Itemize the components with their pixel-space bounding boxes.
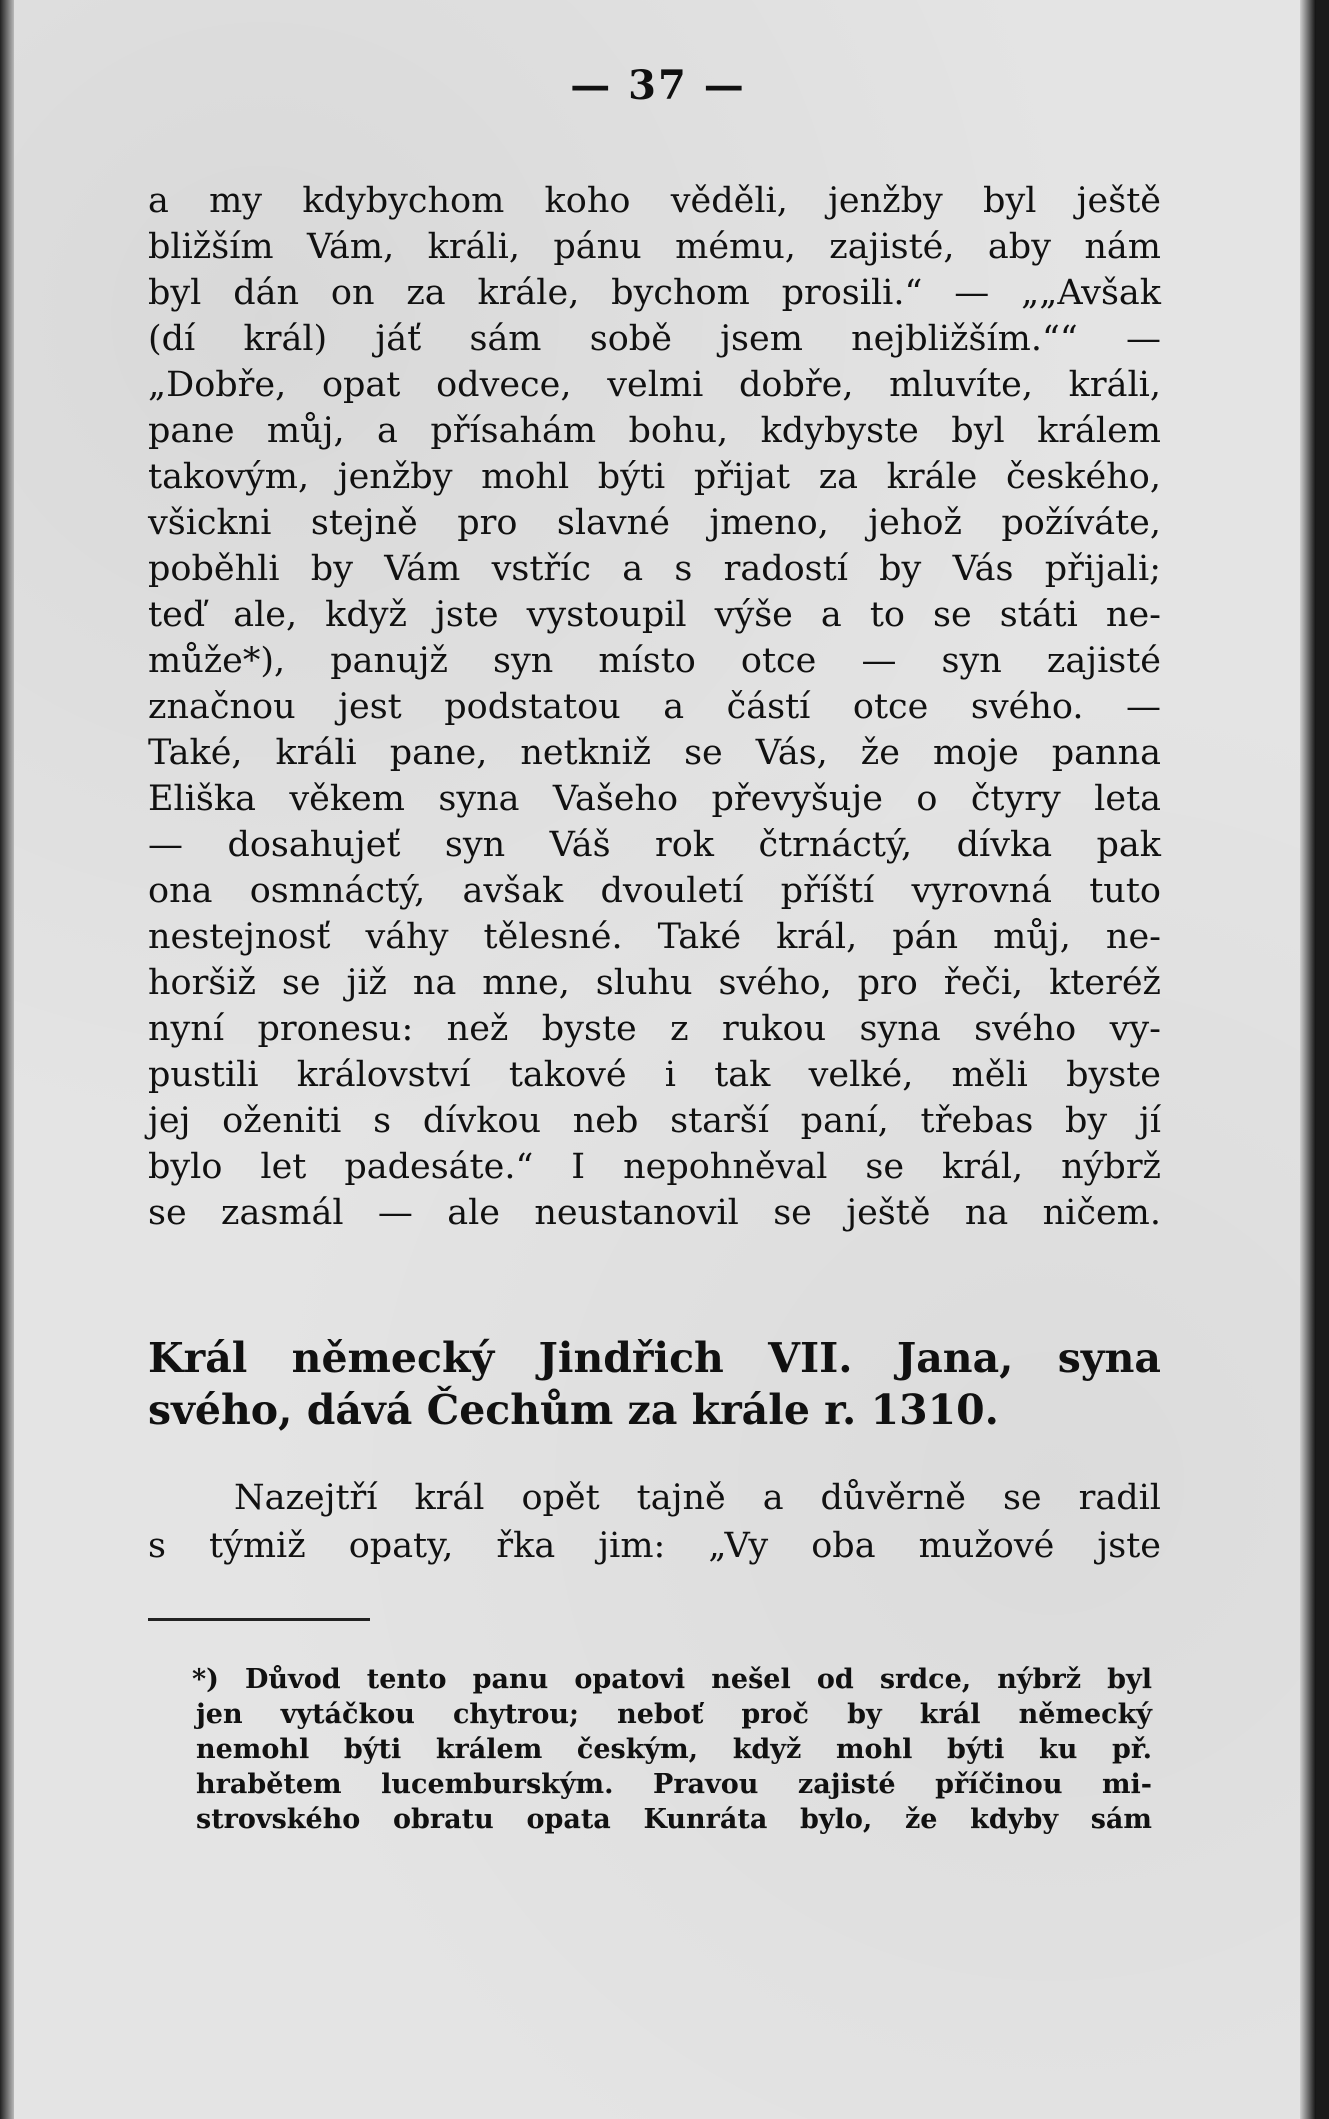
text-line: ona osmnáctý, avšak dvouletí příští vyrovná tuto xyxy=(148,871,1161,911)
text-line: může*), panujž syn místo otce — syn zajisté xyxy=(148,641,1161,681)
text-line: bližším Vám, králi, pánu mému, zajisté, aby nám xyxy=(148,227,1161,267)
text-line: poběhli by Vám vstříc a s radostí by Vás přijali; xyxy=(148,549,1161,589)
text-line: pane můj, a přísahám bohu, kdybyste byl králem xyxy=(148,411,1161,451)
text-line: se zasmál — ale neustanovil se ještě na ničem. xyxy=(148,1193,1161,1233)
text-line: pustili království takové i tak velké, měli byste xyxy=(148,1055,1161,1095)
text-line: Nazejtří král opět tajně a důvěrně se radil xyxy=(234,1478,1161,1518)
text-line: Eliška věkem syna Vašeho převyšuje o čtyry leta xyxy=(148,779,1161,819)
second-paragraph xyxy=(148,1474,1161,1570)
main-paragraph xyxy=(148,178,1161,1236)
text-line: byl dán on za krále, bychom prosili.“ — „„Avšak xyxy=(148,273,1161,313)
footnote-line: jen vytáčkou chytrou; neboť proč by král německý xyxy=(196,1699,1152,1730)
text-line: a my kdybychom koho věděli, jenžby byl ještě xyxy=(148,181,1161,221)
text-line: nestejnosť váhy tělesné. Také král, pán můj, ne- xyxy=(148,917,1161,957)
heading-line: Král německý Jindřich VII. Jana, syna xyxy=(148,1334,1161,1382)
text-line: bylo let padesáte.“ I nepohněval se král, nýbrž xyxy=(148,1147,1161,1187)
heading-line: svého, dává Čechům za krále r. 1310. xyxy=(148,1386,999,1434)
footnote xyxy=(192,1662,1152,1837)
scan-edge-left xyxy=(0,0,14,2119)
text-line: horšiž se již na mne, sluhu svého, pro řeči, kteréž xyxy=(148,963,1161,1003)
text-line: „Dobře, opat odvece, velmi dobře, mluvíte, králi, xyxy=(148,365,1161,405)
text-line: Také, králi pane, netkniž se Vás, že moje panna xyxy=(148,733,1161,773)
text-line: s týmiž opaty, řka jim: „Vy oba mužové jste xyxy=(148,1526,1161,1566)
text-line: — dosahujeť syn Váš rok čtrnáctý, dívka pak xyxy=(148,825,1161,865)
text-line: všickni stejně pro slavné jmeno, jehož požíváte, xyxy=(148,503,1161,543)
text-line: značnou jest podstatou a částí otce svého. — xyxy=(148,687,1161,727)
footnote-line: nemohl býti králem českým, když mohl býti ku př. xyxy=(196,1734,1152,1765)
scan-edge-right xyxy=(1300,0,1316,2119)
footnote-separator xyxy=(148,1618,370,1621)
footnote-line: hrabětem lucemburským. Pravou zajisté příčinou mi- xyxy=(196,1769,1152,1800)
text-line: (dí král) jáť sám sobě jsem nejbližším.““ — xyxy=(148,319,1161,359)
footnote-line: *) Důvod tento panu opatovi nešel od srdce, nýbrž byl xyxy=(192,1664,1152,1695)
section-heading xyxy=(148,1332,1161,1436)
text-line: takovým, jenžby mohl býti přijat za krále českého, xyxy=(148,457,1161,497)
page-number: — 37 — xyxy=(570,62,746,109)
footnote-line: strovského obratu opata Kunráta bylo, že kdyby sám xyxy=(196,1804,1152,1835)
text-line: nyní pronesu: než byste z rukou syna svého vy- xyxy=(148,1009,1161,1049)
text-line: teď ale, když jste vystoupil výše a to se státi ne- xyxy=(148,595,1161,635)
text-line: jej oženiti s dívkou neb starší paní, třebas by jí xyxy=(148,1101,1161,1141)
